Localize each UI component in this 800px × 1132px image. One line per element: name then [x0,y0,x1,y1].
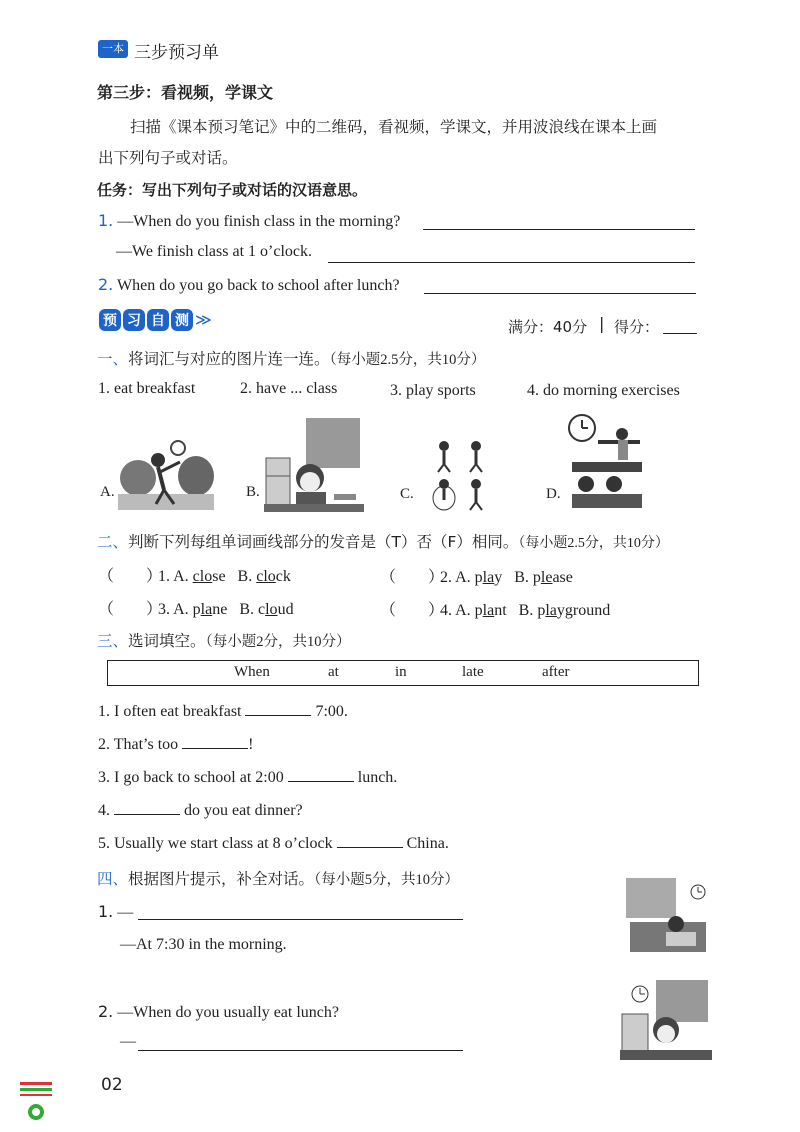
illustration-morning-exercise [118,438,214,510]
sec4-title: 四、根据图片提示，补全对话。（每小题5分，共10分） [97,870,460,888]
answer-line[interactable] [328,261,695,263]
word-bank-item: late [462,664,484,680]
sec3-item-3: 3. I go back to school at 2:00 lunch. [98,769,398,786]
selftest-banner: 预 习 自 测 ≫ [99,309,212,331]
sec4-q1: 1. — [98,902,134,921]
pic-label-d: D. [546,486,561,502]
sec2-title: 二、判断下列每组单词画线部分的发音是（T）否（F）相同。（每小题2.5分，共10分） [97,533,669,551]
pic-label-b: B. [246,484,260,500]
sec3-title: 三、选词填空。（每小题2分，共10分） [97,632,351,650]
step3-item-2: 2. When do you go back to school after lunch? [98,275,400,294]
step3-item-1a: 1. —When do you finish class in the morning? [98,211,401,230]
answer-paren[interactable]: （ ） [380,569,445,586]
blank-input[interactable] [182,747,248,749]
sec3-item-1: 1. I often eat breakfast 7:00. [98,703,348,720]
sec2-item-2: （ ） 2. A. play B. please [380,564,573,587]
word-bank [107,660,699,686]
brand-badge: 一本 [98,40,128,58]
blank-input[interactable] [114,813,180,815]
step3-title: 第三步：看视频，学课文 [97,83,274,102]
sec3-item-4: 4. do you eat dinner? [98,802,303,819]
sec2-item-1: （ ） 1. A. close B. clock [98,563,291,586]
step3-item-1b: —We finish class at 1 o’clock. [116,243,312,260]
sec1-phrase-2: 2. have ... class [240,380,338,397]
header-title: 三步预习单 [134,43,219,63]
step3-instruction-1: 扫描《课本预习笔记》中的二维码，看视频，学课文，并用波浪线在课本上画 [130,118,658,136]
answer-line[interactable] [424,292,696,294]
blank-input[interactable] [337,846,403,848]
step3-task: 任务：写出下列句子或对话的汉语意思。 [97,181,368,199]
score-got-label: 得分： [614,318,660,336]
score-input[interactable] [663,332,697,334]
illustration-breakfast [264,418,364,512]
illustration-wake-up [626,878,710,960]
illustration-lunch [620,980,712,1060]
sec4-q2: 2. —When do you usually eat lunch? [98,1002,339,1021]
answer-paren[interactable]: （ ） [98,601,163,618]
answer-line[interactable] [138,918,463,920]
page-number: 02 [101,1075,123,1095]
sec3-item-5: 5. Usually we start class at 8 o’clock China. [98,835,449,852]
answer-paren[interactable]: （ ） [380,602,445,619]
step3-instruction-2: 出下列句子或对话。 [98,149,238,167]
illustration-play-sports [430,438,492,512]
illustration-have-class [566,414,644,512]
sec1-phrase-4: 4. do morning exercises [527,382,680,399]
pic-label-c: C. [400,486,414,502]
blank-input[interactable] [288,780,354,782]
double-chevron-icon: ≫ [195,310,212,329]
word-bank-item: at [328,664,339,680]
word-bank-item: after [542,664,570,680]
word-bank-item: in [395,664,407,680]
blank-input[interactable] [245,714,311,716]
answer-line[interactable] [138,1049,463,1051]
sec3-item-2: 2. That’s too ! [98,736,254,753]
sec4-q1-answer: —At 7:30 in the morning. [120,936,287,953]
sec4-q2-dash: — [120,1033,136,1050]
sec2-item-3: （ ） 3. A. plane B. cloud [98,596,294,619]
pic-label-a: A. [100,484,115,500]
score-divider: | [599,314,605,333]
sec1-phrase-3: 3. play sports [390,382,476,399]
sec2-item-4: （ ） 4. A. plant B. playground [380,597,610,620]
answer-line[interactable] [423,228,695,230]
word-bank-item: When [234,664,270,680]
sec1-phrase-1: 1. eat breakfast [98,380,196,397]
answer-paren[interactable]: （ ） [98,568,163,585]
qr-logo-icon [18,1080,54,1126]
score-full: 满分：40分 [508,318,588,336]
sec1-title: 一、将词汇与对应的图片连一连。（每小题2.5分，共10分） [97,350,486,368]
